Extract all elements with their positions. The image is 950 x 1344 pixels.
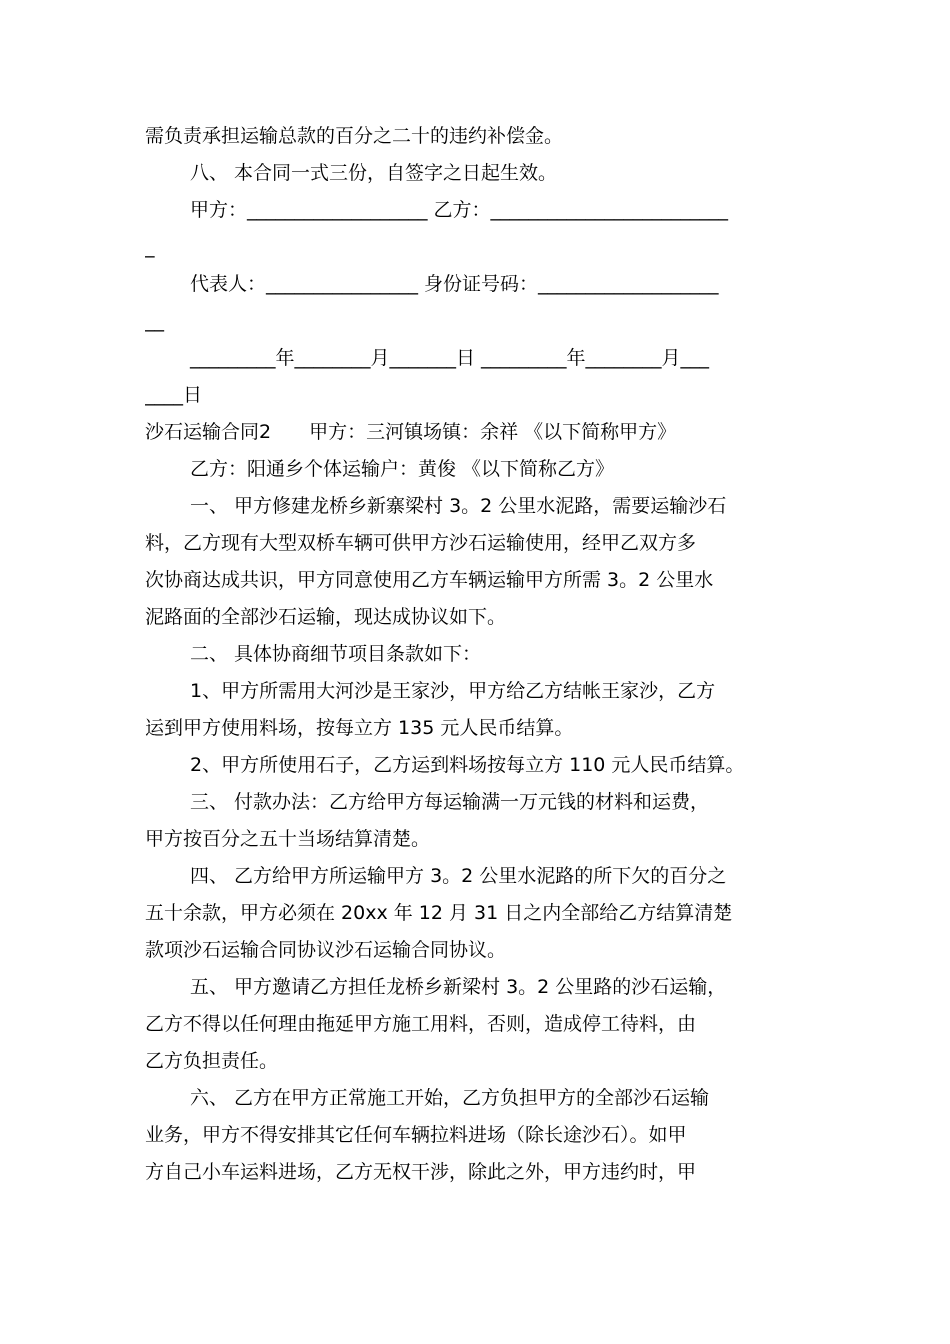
clause-eight: 八、 本合同一式三份，自签字之日起生效。 <box>190 162 558 184</box>
paragraph-line: 次协商达成共识，甲方同意使用乙方车辆运输甲方所需 3。2 公里水 <box>145 569 714 591</box>
clause-six: 六、 乙方在甲方正常施工开始，乙方负担甲方的全部沙石运输 <box>190 1087 710 1109</box>
representative-id-line: 代表人：________________ 身份证号码：___________________ <box>190 273 719 295</box>
paragraph-line: 款项沙石运输合同协议沙石运输合同协议。 <box>145 939 507 961</box>
paragraph-line: 业务，甲方不得安排其它任何车辆拉料进场（除长途沙石）。如甲 <box>145 1124 687 1146</box>
item-two: 2、甲方所使用石子，乙方运到料场按每立方 110 元人民币结算。 <box>190 754 745 776</box>
clause-one: 一、 甲方修建龙桥乡新寨梁村 3。2 公里水泥路，需要运输沙石 <box>190 495 727 517</box>
paragraph-line: 五十余款，甲方必须在 20xx 年 12 月 31 日之内全部给乙方结算清楚 <box>145 902 733 924</box>
paragraph-line: 方自己小车运料进场，乙方无权干涉，除此之外，甲方违约时，甲 <box>145 1161 697 1183</box>
paragraph-line: 乙方不得以任何理由拖延甲方施工用料，否则，造成停工待料，由 <box>145 1013 697 1035</box>
paragraph-line: 乙方负担责任。 <box>145 1050 279 1072</box>
paragraph-line: 泥路面的全部沙石运输，现达成协议如下。 <box>145 606 507 628</box>
signature-party-line: 甲方：___________________ 乙方：_________________________ <box>190 199 729 221</box>
signature-overflow: __ <box>145 310 164 332</box>
clause-four: 四、 乙方给甲方所运输甲方 3。2 公里水泥路的所下欠的百分之 <box>190 865 727 887</box>
contract-two-heading: 沙石运输合同2 甲方：三河镇场镇：余祥 《以下简称甲方》 <box>145 421 677 443</box>
paragraph-line: 运到甲方使用料场，按每立方 135 元人民币结算。 <box>145 717 574 739</box>
paragraph-line: 需负责承担运输总款的百分之二十的违约补偿金。 <box>145 125 564 147</box>
signature-overflow: _ <box>145 236 155 258</box>
party-b-line: 乙方：阳通乡个体运输户：黄俊 《以下简称乙方》 <box>190 458 615 480</box>
paragraph-line: 甲方按百分之五十当场结算清楚。 <box>145 828 431 850</box>
date-overflow: ____日 <box>145 384 203 406</box>
paragraph-line: 料，乙方现有大型双桥车辆可供甲方沙石运输使用，经甲乙双方多 <box>145 532 697 554</box>
date-line: _________年________月_______日 _________年________月___ <box>190 347 710 369</box>
item-one: 1、甲方所需用大河沙是王家沙，甲方给乙方结帐王家沙，乙方 <box>190 680 716 702</box>
clause-five: 五、 甲方邀请乙方担任龙桥乡新梁村 3。2 公里路的沙石运输， <box>190 976 727 998</box>
clause-two: 二、 具体协商细节项目条款如下： <box>190 643 482 665</box>
clause-three: 三、 付款办法：乙方给甲方每运输满一万元钱的材料和运费， <box>190 791 710 813</box>
document-body <box>145 118 811 1191</box>
